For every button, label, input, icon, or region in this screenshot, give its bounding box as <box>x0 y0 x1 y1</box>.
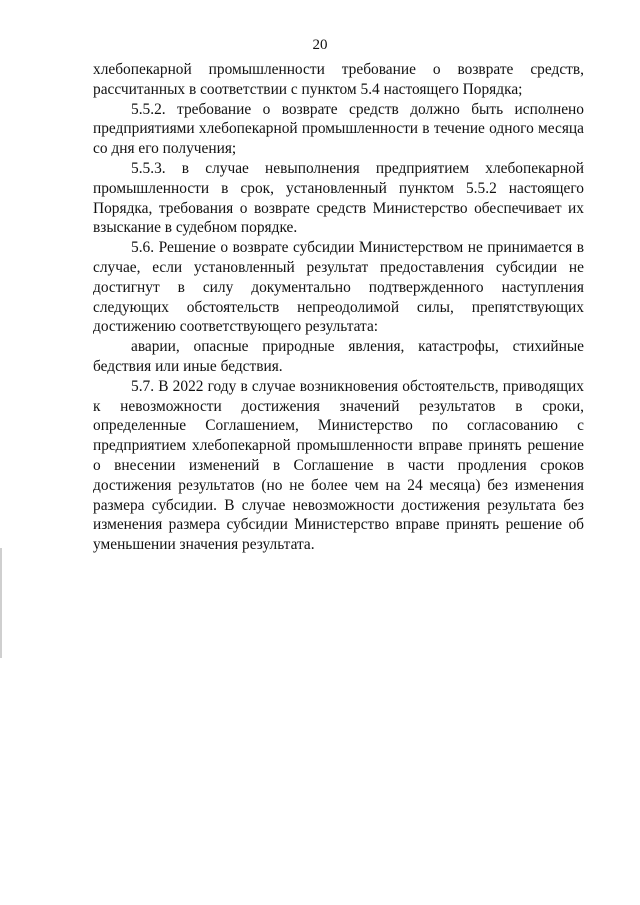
paragraph-5-6: 5.6. Решение о возврате субсидии Министерством не принимается в случае, если установленный результат предоставления субсидии не достигнут в силу документально подтвержденного наступления следующих обстоятельств непреодолимой силы, препятствующих достижению соответствующего результата: <box>93 239 584 336</box>
document-body <box>93 60 584 555</box>
paragraph-force-majeure-list: аварии, опасные природные явления, катастрофы, стихийные бедствия или иные бедствия. <box>93 338 584 375</box>
paragraph-5-7: 5.7. В 2022 году в случае возникновения обстоятельств, приводящих к невозможности достижения значений результатов в сроки, определенные Соглашением, Министерство по согласованию с предприятием хлебопекарной промышленности вправе принять решение о внесении изменений в Соглашение в части продления сроков достижения результатов (но не более чем на 24 месяца) без изменения размера субсидии. В случае невозможности достижения результата без изменения размера субсидии Министерство вправе принять решение об уменьшении значения результата. <box>93 377 584 554</box>
scan-edge-mark <box>0 548 2 658</box>
paragraph-5-5-2: 5.5.2. требование о возврате средств должно быть исполнено предприятиями хлебопекарной промышленности в течение одного месяца со дня его получения; <box>93 100 584 158</box>
page-number: 20 <box>312 37 328 53</box>
paragraph-continuation: хлебопекарной промышленности требование о возврате средств, рассчитанных в соответствии с пунктом 5.4 настоящего Порядка; <box>93 61 584 98</box>
paragraph-5-5-3: 5.5.3. в случае невыполнения предприятием хлебопекарной промышленности в срок, установленный пунктом 5.5.2 настоящего Порядка, требования о возврате средств Министерство обеспечивает их взыскание в судебном порядке. <box>93 159 584 237</box>
